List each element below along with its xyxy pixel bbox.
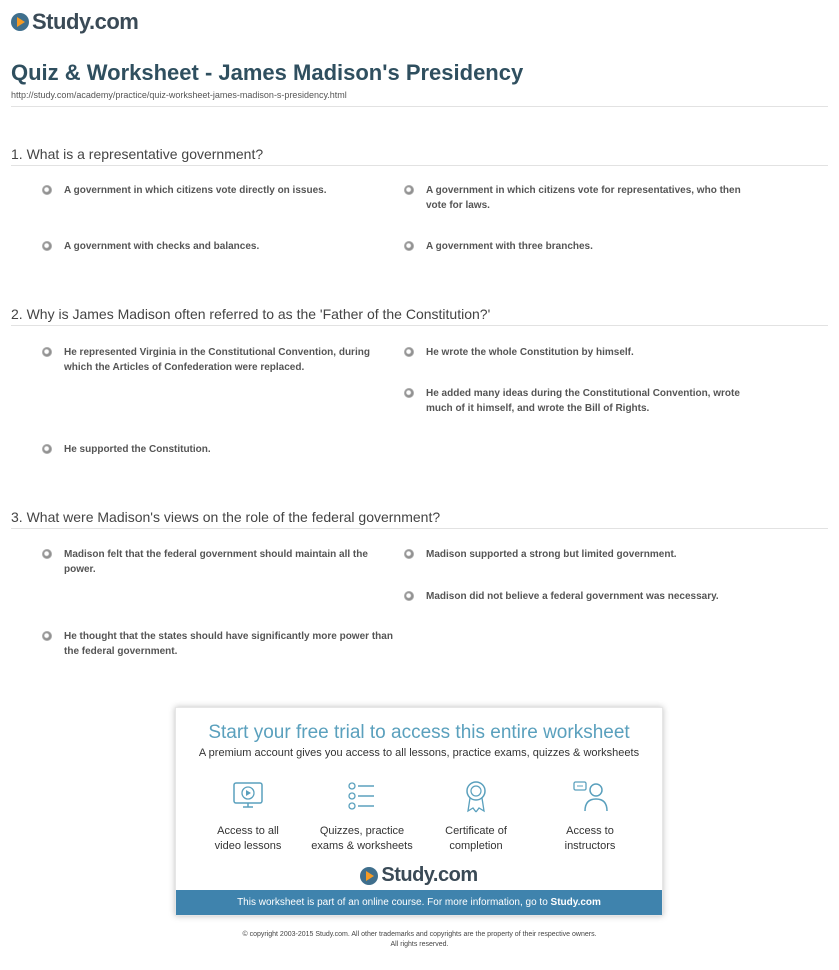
copyright-line: All rights reserved. [390,941,449,948]
feature-certificate [421,778,531,854]
play-logo-icon [360,867,378,885]
question-1-option-c[interactable] [42,239,394,254]
page-title: Quiz & Worksheet - James Madison's Presidency [11,60,524,85]
question-1: 1. What is a representative government? [11,146,264,162]
feature-label: Access to [566,825,614,837]
certificate-icon [458,778,494,814]
radio-icon[interactable] [42,241,52,251]
question-3-option-b[interactable] [404,547,756,562]
video-lesson-icon [230,778,266,814]
feature-label: video lessons [214,840,282,852]
radio-icon[interactable] [42,631,52,641]
feature-instructors [535,778,645,854]
feature-label: Access to all [217,825,279,837]
question-2-option-b[interactable] [404,345,756,360]
option-text: He supported the Constitution. [64,444,211,455]
question-2-option-a[interactable] [42,345,394,375]
question-3-option-a[interactable] [42,547,394,577]
feature-label: Quizzes, practice [319,825,405,837]
option-text: A government in which citizens vote directly on issues. [64,185,327,196]
radio-icon[interactable] [404,241,414,251]
question-2-option-d[interactable] [42,442,394,457]
feature-label: completion [449,840,503,852]
feature-label: exams & worksheets [311,840,413,852]
question-2: 2. Why is James Madison often referred to as the 'Father of the Constitution?' [11,306,491,322]
radio-icon[interactable] [42,549,52,559]
question-1-option-d[interactable] [404,239,756,254]
instructor-icon [572,778,608,814]
radio-icon[interactable] [42,444,52,454]
promo-bar-text: This worksheet is part of an online course. For more information, go to [237,897,551,908]
free-trial-promo[interactable] [175,707,663,916]
feature-video-lessons [193,778,303,854]
question-3-option-c[interactable] [404,589,756,604]
copyright-footer [0,930,839,950]
logo-text: Study.com [32,9,139,34]
divider [11,528,828,529]
quiz-list-icon [344,778,380,814]
divider [11,106,828,107]
radio-icon[interactable] [42,347,52,357]
divider [11,165,828,166]
page-url[interactable]: http://study.com/academy/practice/quiz-worksheet-james-madison-s-presidency.html [11,90,347,100]
question-3-option-d[interactable] [42,629,394,659]
question-2-option-c[interactable] [404,386,756,416]
question-1-option-a[interactable] [42,183,394,198]
study-logo[interactable] [11,9,138,35]
promo-info-bar[interactable] [176,890,662,915]
option-text: A government with three branches. [426,241,593,252]
option-text: He wrote the whole Constitution by himself. [426,347,634,358]
promo-bar-link[interactable]: Study.com [550,897,601,908]
radio-icon[interactable] [404,549,414,559]
question-1-option-b[interactable] [404,183,756,213]
option-text: Madison felt that the federal government should maintain all the power. [64,549,368,575]
radio-icon[interactable] [404,388,414,398]
option-text: A government in which citizens vote for representatives, who then vote for laws. [426,185,741,211]
feature-label: instructors [564,840,616,852]
promo-headline[interactable]: Start your free trial to access this entire worksheet [208,722,630,743]
option-text: He added many ideas during the Constitutional Convention, wrote much of it himself, and wrote the Bill of Rights. [426,388,740,414]
option-text: He thought that the states should have significantly more power than the federal government. [64,631,393,657]
divider [11,325,828,326]
feature-quizzes [307,778,417,854]
question-3: 3. What were Madison's views on the role of the federal government? [11,509,441,525]
radio-icon[interactable] [404,347,414,357]
option-text: Madison did not believe a federal government was necessary. [426,591,719,602]
logo-text: Study.com [381,864,478,886]
option-text: Madison supported a strong but limited government. [426,549,677,560]
promo-study-logo[interactable] [176,864,662,887]
radio-icon[interactable] [404,185,414,195]
radio-icon[interactable] [404,591,414,601]
option-text: He represented Virginia in the Constitutional Convention, during which the Articles of Confederation were replaced. [64,347,370,373]
promo-subline: A premium account gives you access to all lessons, practice exams, quizzes & worksheets [198,747,640,759]
feature-label: Certificate of [445,825,507,837]
radio-icon[interactable] [42,185,52,195]
copyright-line: © copyright 2003-2015 Study.com. All other trademarks and copyrights are the property of their respective owners. [242,931,597,938]
play-logo-icon [11,13,29,31]
option-text: A government with checks and balances. [64,241,260,252]
